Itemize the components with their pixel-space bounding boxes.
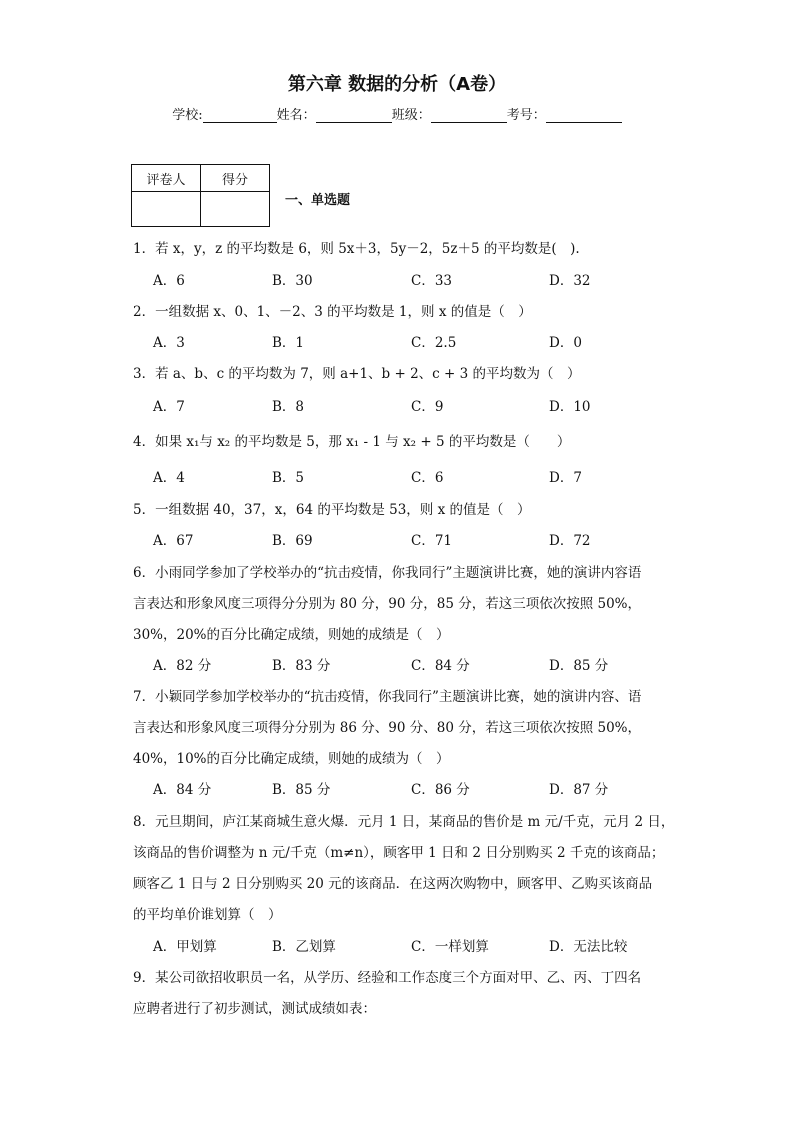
q8-option-b: B．乙划算 bbox=[272, 939, 336, 955]
question-3: 3．若 a、b、c 的平均数为 7，则 a+1、b + 2、c + 3 的平均数为（ ） bbox=[133, 366, 581, 382]
q3-option-c: C．9 bbox=[411, 399, 444, 415]
q7-option-c: C．86 分 bbox=[411, 782, 470, 798]
q3-option-b: B．8 bbox=[272, 399, 305, 415]
q8-option-c: C．一样划算 bbox=[411, 939, 489, 955]
question-2: 2．一组数据 x、0、1、－2、3 的平均数是 1，则 x 的值是（ ） bbox=[133, 304, 532, 320]
q7-option-d: D．87 分 bbox=[549, 782, 609, 798]
q6-option-b: B．83 分 bbox=[272, 658, 331, 674]
q3-option-a: A．7 bbox=[153, 399, 185, 415]
q4-option-a: A．4 bbox=[153, 470, 185, 486]
q6-option-a: A．82 分 bbox=[153, 658, 212, 674]
q2-option-c: C．2.5 bbox=[411, 335, 457, 351]
number-label: 考号： bbox=[506, 108, 546, 123]
q6-option-c: C．84 分 bbox=[411, 658, 470, 674]
q6-option-d: D．85 分 bbox=[549, 658, 609, 674]
q2-option-b: B．1 bbox=[272, 335, 305, 351]
q8-option-a: A．甲划算 bbox=[153, 939, 217, 955]
q1-option-d: D．32 bbox=[549, 273, 591, 289]
question-6-line-3: 30%，20%的百分比确定成绩，则她的成绩是（ ） bbox=[133, 627, 450, 643]
class-label: 班级： bbox=[391, 108, 431, 123]
question-7-line-1: 7．小颖同学参加学校举办的“抗击疫情，你我同行”主题演讲比赛，她的演讲内容、语 bbox=[133, 689, 642, 705]
grader-table bbox=[131, 164, 270, 227]
q7-option-b: B．85 分 bbox=[272, 782, 331, 798]
question-4: 4．如果 x₁与 x₂ 的平均数是 5，那 x₁ - 1 与 x₂ + 5 的平均数是（ ） bbox=[133, 434, 571, 450]
q2-option-d: D．0 bbox=[549, 335, 582, 351]
q8-option-d: D．无法比较 bbox=[549, 939, 628, 955]
q1-option-a: A．6 bbox=[153, 273, 185, 289]
question-7-line-2: 言表达和形象风度三项得分分别为 86 分、90 分、80 分，若这三项依次按照 50%， bbox=[133, 720, 641, 736]
section-heading: 一、单选题 bbox=[285, 193, 351, 208]
question-7-line-3: 40%，10%的百分比确定成绩，则她的成绩为（ ） bbox=[133, 751, 450, 767]
question-9-line-1: 9．某公司欲招收职员一名，从学历、经验和工作态度三个方面对甲、乙、丙、丁四名 bbox=[133, 970, 642, 986]
name-label: 姓名： bbox=[276, 108, 316, 123]
q4-option-d: D．7 bbox=[549, 470, 582, 486]
score-cell bbox=[201, 192, 270, 227]
question-9-line-2: 应聘者进行了初步测试，测试成绩如表： bbox=[133, 1001, 376, 1017]
q1-option-b: B．30 bbox=[272, 273, 313, 289]
question-8-line-4: 的平均单价谁划算（ ） bbox=[133, 907, 282, 923]
school-label: 学校: bbox=[172, 108, 203, 123]
grader-header: 评卷人 bbox=[132, 165, 201, 192]
page-title: 第六章 数据的分析（A卷） bbox=[287, 74, 507, 95]
question-8-line-3: 顾客乙 1 日与 2 日分别购买 20 元的该商品．在这两次购物中，顾客甲、乙购买该商品 bbox=[133, 876, 653, 892]
question-6-line-1: 6．小雨同学参加了学校举办的“抗击疫情，你我同行”主题演讲比赛，她的演讲内容语 bbox=[133, 565, 642, 581]
question-8-line-1: 8．元旦期间，庐江某商城生意火爆．元月 1 日，某商品的售价是 m 元/千克，元月 2 日， bbox=[133, 814, 675, 830]
question-1: 1．若 x，y，z 的平均数是 6，则 5x＋3，5y－2，5z＋5 的平均数是( ). bbox=[133, 241, 580, 257]
q1-option-c: C．33 bbox=[411, 273, 453, 289]
q7-option-a: A．84 分 bbox=[153, 782, 212, 798]
class-blank bbox=[431, 108, 507, 123]
question-8-line-2: 该商品的售价调整为 n 元/千克（m≠n），顾客甲 1 日和 2 日分别购买 2 千克的该商品； bbox=[133, 845, 665, 861]
score-header: 得分 bbox=[201, 165, 270, 192]
q5-option-d: D．72 bbox=[549, 533, 591, 549]
question-6-line-2: 言表达和形象风度三项得分分别为 80 分，90 分，85 分，若这三项依次按照 50%， bbox=[133, 596, 641, 612]
q5-option-b: B．69 bbox=[272, 533, 313, 549]
q5-option-a: A．67 bbox=[153, 533, 194, 549]
q4-option-b: B．5 bbox=[272, 470, 305, 486]
q5-option-c: C．71 bbox=[411, 533, 453, 549]
name-blank bbox=[316, 108, 392, 123]
question-5: 5．一组数据 40，37，x，64 的平均数是 53，则 x 的值是（ ） bbox=[133, 502, 531, 518]
q4-option-c: C．6 bbox=[411, 470, 444, 486]
school-blank bbox=[203, 108, 277, 123]
q2-option-a: A．3 bbox=[153, 335, 185, 351]
student-info-line bbox=[0, 104, 794, 123]
grader-cell bbox=[132, 192, 201, 227]
number-blank bbox=[546, 108, 622, 123]
q3-option-d: D．10 bbox=[549, 399, 591, 415]
